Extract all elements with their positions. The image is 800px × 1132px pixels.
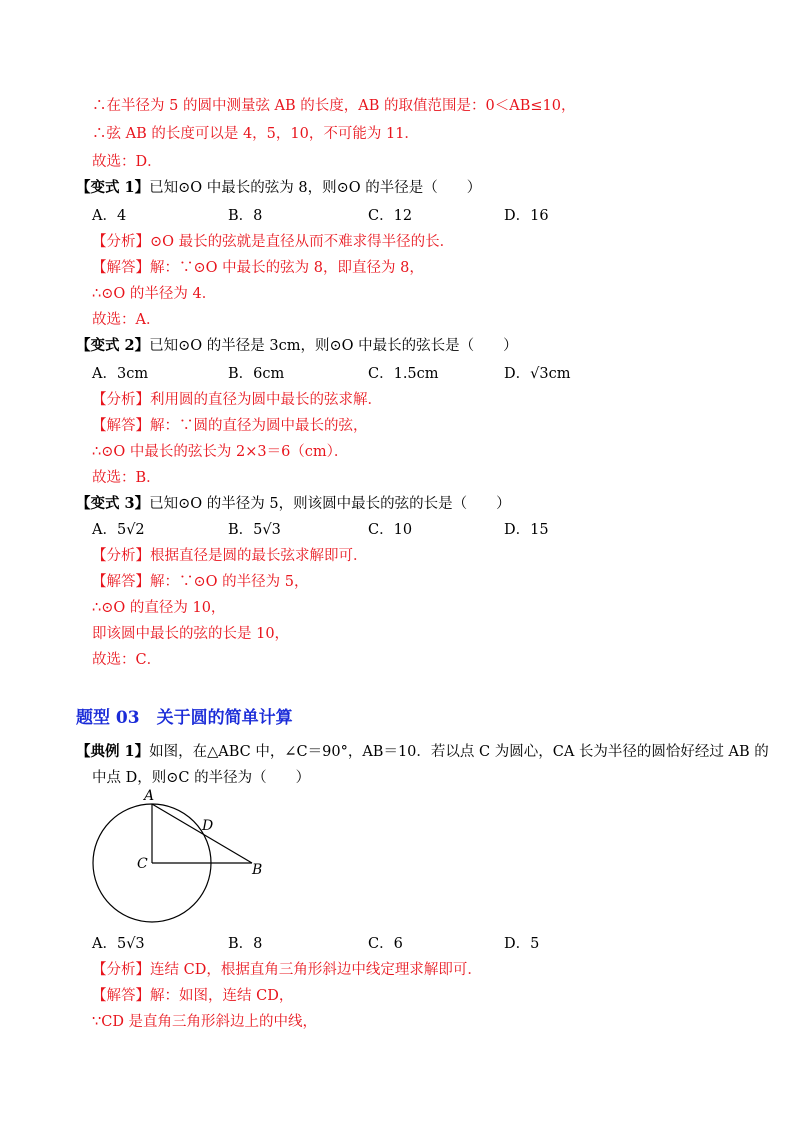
question-text: 已知⊙O 中最长的弦为 8，则⊙O 的半径是（ ） bbox=[149, 180, 482, 196]
solution-line: 故选：D． bbox=[92, 154, 162, 170]
answer-line: 【解答】解：如图，连结 CD， bbox=[92, 988, 294, 1004]
question-text-cont: 中点 D，则⊙C 的半径为（ ） bbox=[92, 770, 311, 786]
option-b: B．8 bbox=[228, 208, 263, 224]
solution-line: ∴在半径为 5 的圆中测量弦 AB 的长度，AB 的取值范围是：0＜AB≤10， bbox=[92, 98, 576, 114]
question-variant-1 bbox=[76, 178, 481, 198]
question-variant-2 bbox=[76, 336, 518, 356]
question-variant-3 bbox=[76, 494, 511, 514]
question-tag: 【变式 2】 bbox=[76, 337, 150, 354]
choose-line: 故选：C． bbox=[92, 652, 162, 668]
option-d: D．√3cm bbox=[504, 366, 571, 382]
choose-line: 故选：B． bbox=[92, 470, 161, 486]
option-d: D．5 bbox=[504, 936, 540, 952]
solution-line: ∴⊙O 的直径为 10， bbox=[92, 600, 226, 616]
choose-line: 故选：A． bbox=[92, 312, 161, 328]
option-a: A．5√2 bbox=[92, 522, 145, 538]
analysis-line: 【分析】连结 CD，根据直角三角形斜边中线定理求解即可． bbox=[92, 962, 482, 978]
option-b: B．8 bbox=[228, 936, 263, 952]
section-heading: 题型 03 关于圆的简单计算 bbox=[76, 708, 293, 728]
question-text: 已知⊙O 的半径是 3cm，则⊙O 中最长的弦长是（ ） bbox=[149, 338, 518, 354]
option-c: C．12 bbox=[368, 208, 413, 224]
solution-line: ∵CD 是直角三角形斜边上的中线， bbox=[92, 1014, 318, 1030]
solution-line: ∴弦 AB 的长度可以是 4，5，10，不可能为 11． bbox=[92, 126, 419, 142]
option-d: D．15 bbox=[504, 522, 549, 538]
analysis-line: 【分析】利用圆的直径为圆中最长的弦求解． bbox=[92, 392, 382, 408]
solution-line: ∴⊙O 中最长的弦长为 2×3＝6（cm）． bbox=[92, 444, 349, 460]
option-d: D．16 bbox=[504, 208, 549, 224]
label-c: C bbox=[137, 856, 148, 872]
option-c: C．10 bbox=[368, 522, 413, 538]
solution-line: 即该圆中最长的弦的长是 10， bbox=[92, 626, 290, 642]
question-text: 如图，在△ABC 中，∠C＝90°，AB＝10．若以点 C 为圆心，CA 长为半径的圆恰好经过 AB 的 bbox=[149, 744, 769, 760]
question-tag: 【典例 1】 bbox=[76, 743, 150, 760]
label-b: B bbox=[252, 862, 263, 878]
option-b: B．6cm bbox=[228, 366, 285, 382]
analysis-line: 【分析】⊙O 最长的弦就是直径从而不难求得半径的长． bbox=[92, 234, 455, 250]
solution-line: ∴⊙O 的半径为 4． bbox=[92, 286, 217, 302]
answer-line: 【解答】解：∵⊙O 中最长的弦为 8，即直径为 8， bbox=[92, 260, 424, 276]
option-a: A．3cm bbox=[92, 366, 149, 382]
option-c: C．1.5cm bbox=[368, 366, 439, 382]
example-1-question bbox=[76, 742, 769, 762]
geometry-figure bbox=[80, 788, 280, 928]
label-d: D bbox=[202, 818, 214, 834]
option-a: A．5√3 bbox=[92, 936, 145, 952]
answer-line: 【解答】解：∵圆的直径为圆中最长的弦， bbox=[92, 418, 368, 434]
option-c: C．6 bbox=[368, 936, 403, 952]
question-text: 已知⊙O 的半径为 5，则该圆中最长的弦的长是（ ） bbox=[149, 496, 511, 512]
analysis-line: 【分析】根据直径是圆的最长弦求解即可． bbox=[92, 548, 368, 564]
option-a: A．4 bbox=[92, 208, 127, 224]
question-tag: 【变式 3】 bbox=[76, 495, 150, 512]
option-b: B．5√3 bbox=[228, 522, 281, 538]
question-tag: 【变式 1】 bbox=[76, 179, 150, 196]
answer-line: 【解答】解：∵⊙O 的半径为 5， bbox=[92, 574, 309, 590]
label-a: A bbox=[144, 788, 155, 804]
